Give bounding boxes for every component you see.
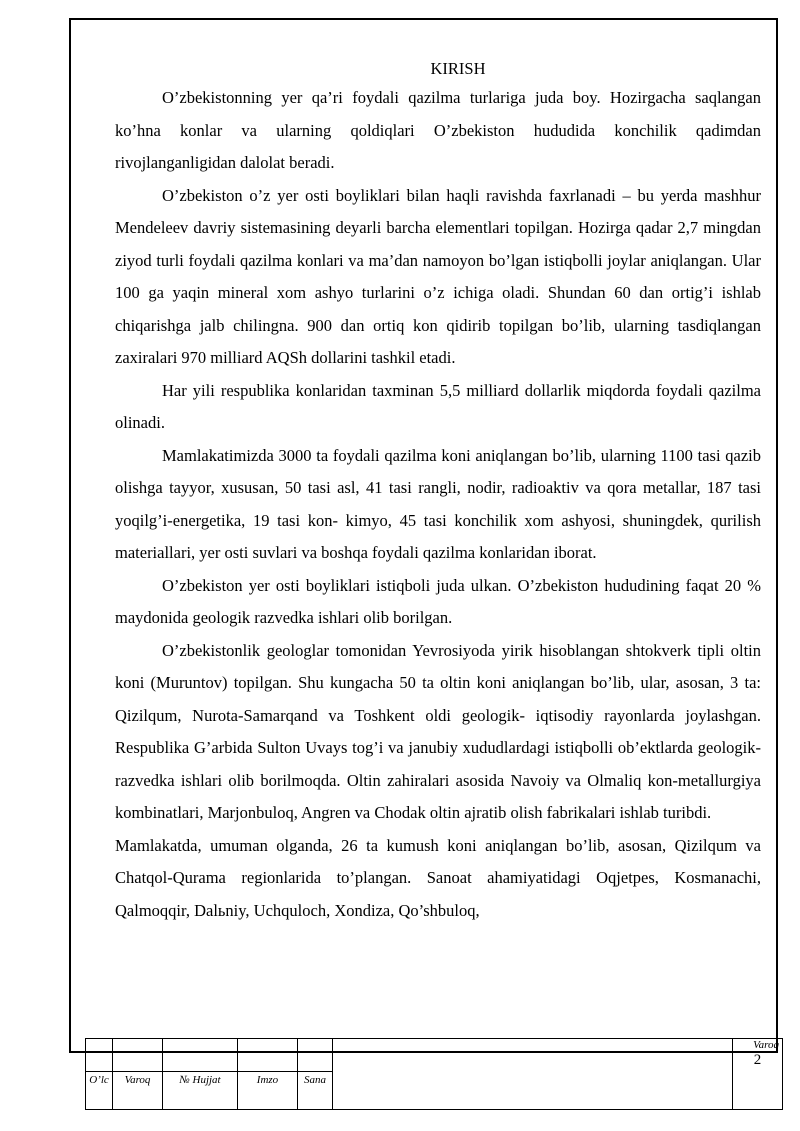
- paragraph-7: Mamlakatda, umuman olganda, 26 ta kumush koni aniqlangan bo’lib, asosan, Qizilqum va Chatqol-Qurama regionlarida to’plangan. Sanoat ahamiyatidagi Oqjetpes, Kosmanachi, Qalmoqqir, Dalьniy, Uchquloch, Xondiza, Qo’shbuloq,: [115, 835, 761, 920]
- stamp-col-hujjat: № Hujjat: [163, 1072, 238, 1110]
- stamp-cell-empty: [113, 1053, 163, 1072]
- paragraph-5: O’zbekiston yer osti boyliklari istiqboli juda ulkan. O’zbekiston hududining faqat 20 % maydonida geologik razvedka ishlari olib borilgan.: [115, 575, 761, 627]
- stamp-cell-empty: [238, 1039, 298, 1053]
- stamp-col-ozgarish: O’lc: [86, 1072, 113, 1110]
- stamp-title-area: [333, 1039, 733, 1110]
- paragraph-6: O’zbekistonlik geologlar tomonidan Yevrosiyoda yirik hisoblangan shtokverk tipli oltin koni (Muruntov) topilgan. Shu kungacha 50 ta oltin koni aniqlangan bo’lib, ular, asosan, 3 ta: Qizilqum, Nurota-Samarqand va Toshkent oldi geologik- iqtisodiy rayonlarda joylashgan. Respublika G’arbida Sulton Uvays tog’i va janubiy xududlardagi istiqbolli ob’ektlarda geologik-razvedka ishlari olib borilmoqda. Oltin zahiralari asosida Navoiy va Olmaliq kon-metallurgiya kombinatlari, Marjonbuloq, Angren va Chodak oltin ajratib olish fabrikalari ishlab turibdi.: [115, 640, 761, 822]
- stamp-cell-empty: [298, 1039, 333, 1053]
- stamp-cell-empty: [163, 1039, 238, 1053]
- paragraph-3: Har yili respublika konlaridan taxminan 5,5 milliard dollarlik miqdorda foydali qazilma olinadi.: [115, 380, 761, 432]
- stamp-cell-empty: [86, 1039, 113, 1053]
- stamp-cell-empty: [113, 1039, 163, 1053]
- stamp-cell-empty: [238, 1053, 298, 1072]
- title-block-table: [85, 1038, 783, 1110]
- sheet-cell: [733, 1039, 783, 1110]
- title-block: [85, 1038, 782, 1109]
- sheet-label: Varoq: [753, 1039, 779, 1051]
- stamp-cell-empty: [298, 1053, 333, 1072]
- stamp-col-varoq: Varoq: [113, 1072, 163, 1110]
- paragraph-1: O’zbekistonning yer qa’ri foydali qazilma turlariga juda boy. Hozirgacha saqlangan ko’hna konlar va ularning qoldiqlari O’zbekiston hududida konchilik qadimdan rivojlanganligidan dalolat beradi.: [115, 88, 761, 172]
- paragraph-2: O’zbekiston o’z yer osti boyliklari bilan haqli ravishda faxrlanadi – bu yerda mashhur Mendeleev davriy sistemasining deyarli barcha elementlari topilgan. Hozirga qadar 2,7 mingdan ziyod turli foydali qazilma konlari va ma’dan namoyon bo’lgan istiqbolli joylar aniqlangan. Ular 100 ga yaqin mineral xom ashyo turlarini o’z ichiga oladi. Shundan 60 dan ortig’i ishlab chiqarishga jalb chilingna. 900 dan ortiq kon qidirib topilgan bo’lib, ularning tasdiqlangan zaxiralari 970 milliard AQSh dollarini tashkil etadi.: [115, 185, 761, 367]
- sheet-number: 2: [753, 1052, 762, 1068]
- paragraph-4: Mamlakatimizda 3000 ta foydali qazilma koni aniqlangan bo’lib, ularning 1100 tasi qazib olishga tayyor, xususan, 50 tasi asl, 41 tasi rangli, nodir, radioaktiv va qora metallar, 187 tasi yoqilg’i-energetika, 19 tasi kon- kimyo, 45 tasi konchilik xom ashyosi, shuningdek, qurilish materiallari, yer osti suvlari va boshqa foydali qazilma konlaridan iborat.: [115, 445, 761, 562]
- stamp-cell-empty: [86, 1053, 113, 1072]
- document-title: KIRISH: [430, 59, 486, 78]
- stamp-col-sana: Sana: [298, 1072, 333, 1110]
- stamp-col-imzo: Imzo: [238, 1072, 298, 1110]
- stamp-cell-empty: [163, 1053, 238, 1072]
- document-body: [115, 56, 761, 927]
